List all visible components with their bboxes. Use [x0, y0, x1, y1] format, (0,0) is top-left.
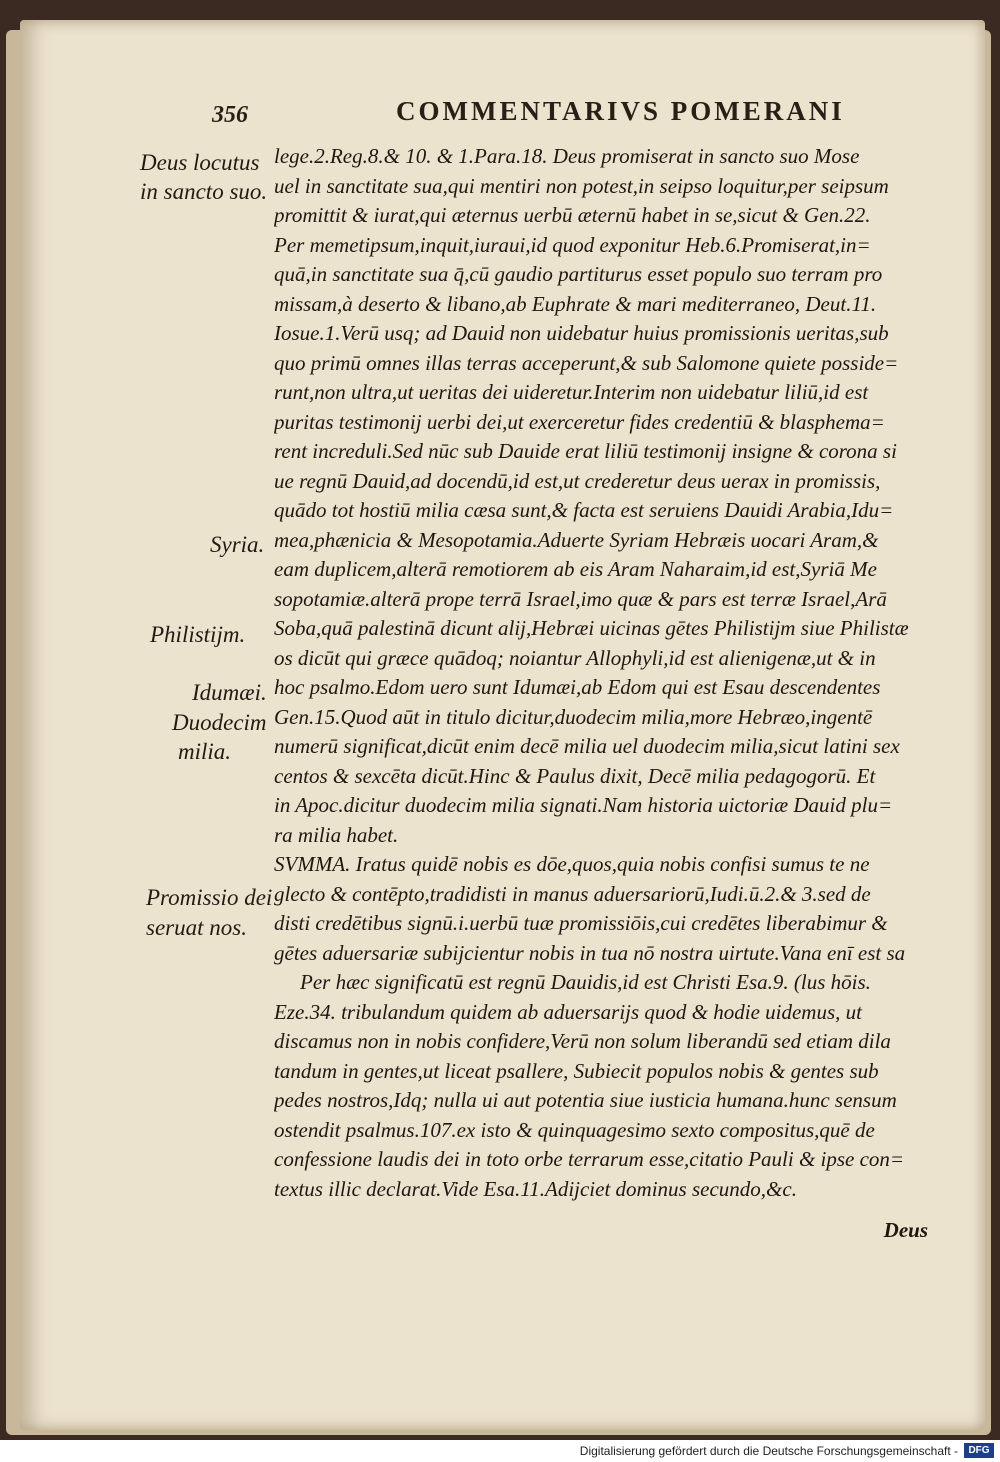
- margin-note: milia.: [178, 739, 232, 764]
- text-line: ue regnū Dauid,ad docendū,id est,ut crederetur deus uerax in promissis,: [274, 468, 881, 493]
- margin-note: Philistijm.: [150, 622, 246, 647]
- text-line: confessione laudis dei in toto orbe terrarum esse,citatio Pauli & ipse con=: [274, 1147, 905, 1171]
- text-line: SVMMA. Iratus quidē nobis es dōe,quos,quia nobis confisi sumus te ne: [274, 852, 870, 876]
- text-line: gētes aduersariæ subijcientur nobis in tua nō nostra uirtute.Vana enī est sa: [274, 940, 906, 965]
- text-line: textus illic declarat.Vide Esa.11.Adijciet dominus secundo,&c.: [274, 1176, 797, 1201]
- text-line: centos & sexcēta dicūt.Hinc & Paulus dixit, Decē milia pedagogorū. Et: [274, 763, 876, 788]
- margin-note: Deus locutus: [140, 150, 260, 175]
- text-line: pedes nostros,Idq; nulla ui aut potentia siue iusticia humana.hunc sensum: [274, 1088, 897, 1112]
- text-line: Eze.34. tribulandum quidem ab aduersarijs quod & hodie uidemus, ut: [274, 999, 862, 1024]
- text-line: hoc psalmo.Edom uero sunt Idumæi,ab Edom qui est Esau descendentes: [274, 675, 881, 699]
- text-line: quā,in sanctitate sua q̄,cū gaudio partiturus esset populo suo terram pro: [274, 262, 883, 286]
- text-line: runt,non ultra,ut ueritas dei uideretur.Interim non uidebatur liliū,id est: [274, 380, 869, 404]
- page-header: [0, 96, 1000, 136]
- funding-credit: Digitalisierung gefördert durch die Deutsche Forschungsgemeinschaft -: [579, 1444, 958, 1458]
- text-line: uel in sanctitate sua,qui mentiri non potest,in seipso loquitur,per seipsum: [274, 173, 889, 198]
- text-line: rent increduli.Sed nūc sub Dauide erat liliū testimonij insigne & corona si: [274, 439, 897, 463]
- text-line: quādo tot hostiū milia cæsa sunt,& facta est seruiens Dauidi Arabia,Idu=: [274, 498, 894, 522]
- page-number: 356: [212, 102, 248, 128]
- text-line: Soba,quā palestinā dicunt alij,Hebræi uicinas gētes Philistijm siue Philistæ: [274, 616, 909, 640]
- margin-note: seruat nos.: [146, 915, 247, 940]
- margin-note: Duodecim: [172, 710, 267, 735]
- text-line: Per hæc significatū est regnū Dauidis,id est Christi Esa.9. (lus hōis.: [300, 970, 871, 994]
- text-line: promittit & iurat,qui æternus uerbū æternū habet in se,sicut & Gen.22.: [274, 203, 871, 227]
- text-line: ostendit psalmus.107.ex isto & quinquagesimo sexto compositus,quē de: [274, 1117, 875, 1142]
- text-line: Iosue.1.Verū usq; ad Dauid non uidebatur huius promissionis ueritas,sub: [274, 321, 889, 345]
- text-line: eam duplicem,alterā remotiorem ab eis Aram Naharaim,id est,Syriā Me: [274, 557, 877, 581]
- text-line: missam,à deserto & libano,ab Euphrate & mari mediterraneo, Deut.11.: [274, 291, 877, 316]
- margin-note: Promissio dei: [146, 885, 273, 910]
- text-line: ra milia habet.: [274, 822, 399, 847]
- text-line: numerū significat,dicūt enim decē milia uel duodecim milia,sicut latini sex: [274, 734, 900, 758]
- text-line: Per memetipsum,inquit,iuraui,id quod exponitur Heb.6.Promiserat,in=: [274, 232, 871, 257]
- dfg-logo: DFG: [964, 1443, 994, 1458]
- text-line: disti credētibus signū.i.uerbū tuæ promissiōis,cui credētes liberabimur &: [274, 911, 888, 935]
- margin-note: Idumæi.: [192, 680, 267, 705]
- text-line: lege.2.Reg.8.& 10. & 1.Para.18. Deus promiserat in sancto suo Mose: [274, 144, 860, 168]
- text-line: glecto & contēpto,tradidisti in manus aduersariorū,Iudi.ū.2.& 3.sed de: [274, 881, 871, 906]
- text-line: puritas testimonij uerbi dei,ut exerceretur fides credentiū & blasphema=: [274, 409, 885, 434]
- footer-bar: [0, 1440, 1000, 1462]
- text-line: in Apoc.dicitur duodecim milia signati.Nam historia uictoriæ Dauid plu=: [274, 793, 893, 817]
- running-head: COMMENTARIVS POMERANI: [396, 96, 845, 126]
- margin-note: in sancto suo.: [140, 179, 268, 204]
- body-text: [274, 142, 946, 1204]
- text-line: discamus non in nobis confidere,Verū non solum liberandū sed etiam dila: [274, 1029, 891, 1053]
- text-line: Gen.15.Quod aūt in titulo dicitur,duodecim milia,more Hebræo,ingentē: [274, 704, 873, 729]
- catchword: Deus: [883, 1218, 928, 1242]
- text-line: quo primū omnes illas terras acceperunt,& sub Salomone quiete posside=: [274, 350, 899, 375]
- margin-note: Syria.: [210, 532, 265, 557]
- text-line: mea,phænicia & Mesopotamia.Aduerte Syriam Hebræis uocari Aram,&: [274, 527, 879, 552]
- text-line: sopotamiæ.alterā prope terrā Israel,imo quæ & pars est terræ Israel,Arā: [274, 586, 887, 611]
- text-line: tandum in gentes,ut liceat psallere, Subiecit populos nobis & gentes sub: [274, 1058, 879, 1083]
- text-line: os dicūt qui græce quādoq; noiantur Allophyli,id est alienigenæ,ut & in: [274, 645, 876, 670]
